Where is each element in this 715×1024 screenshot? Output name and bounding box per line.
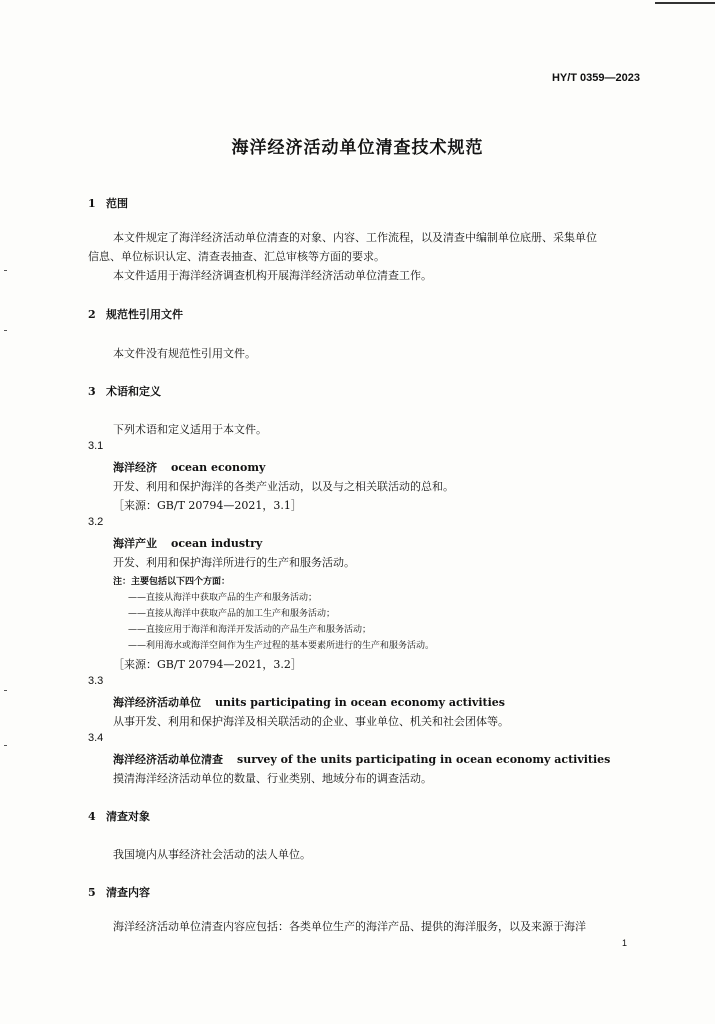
document-code: HY/T 0359—2023: [551, 72, 640, 84]
term-zh: 海洋经济活动单位: [113, 696, 201, 709]
term-source: ［来源：GB/T 20794—2021，3.1］: [113, 499, 302, 512]
section-title: 清查内容: [106, 886, 150, 899]
term-definition: 开发、利用和保护海洋的各类产业活动，以及与之相关联活动的总和。: [113, 480, 454, 493]
section-heading-2: [88, 306, 183, 322]
section-number: 4: [88, 810, 96, 823]
section-title: 清查对象: [106, 810, 150, 823]
term-definition: 开发、利用和保护海洋所进行的生产和服务活动。: [113, 556, 355, 569]
section-heading-5: [88, 884, 150, 900]
term-number: 3.1: [88, 440, 104, 452]
term-en: survey of the units participating in ocean economy activities: [237, 753, 611, 766]
term-number: 3.3: [88, 675, 104, 687]
section-title: 范围: [106, 197, 128, 210]
term-heading: [113, 459, 265, 475]
section-number: 2: [88, 308, 96, 321]
note-item: ——直接从海洋中获取产品的加工生产和服务活动；: [128, 609, 336, 619]
paragraph: 海洋经济活动单位清查内容应包括：各类单位生产的海洋产品、提供的海洋服务，以及来源于海洋: [113, 920, 586, 933]
note-item: ——利用海水或海洋空间作为生产过程的基本要素所进行的生产和服务活动。: [128, 641, 435, 651]
scan-top-line: [655, 2, 715, 4]
paragraph: 本文件适用于海洋经济调查机构开展海洋经济活动单位清查工作。: [113, 269, 432, 282]
section-heading-1: [88, 195, 128, 211]
term-heading: [113, 535, 262, 551]
note-item: ——直接从海洋中获取产品的生产和服务活动；: [128, 593, 318, 603]
section-heading-3: [88, 383, 161, 399]
term-definition: 摸清海洋经济活动单位的数量、行业类别、地域分布的调查活动。: [113, 772, 432, 785]
paragraph: 信息、单位标识认定、清查表抽查、汇总审核等方面的要求。: [88, 250, 385, 263]
scan-mark: [4, 270, 7, 271]
term-heading: [113, 751, 610, 767]
term-zh: 海洋产业: [113, 537, 157, 550]
section-number: 3: [88, 385, 96, 398]
scan-mark: [4, 690, 7, 691]
section-title: 术语和定义: [106, 385, 161, 398]
paragraph: 我国境内从事经济社会活动的法人单位。: [113, 848, 311, 861]
section-number: 1: [88, 197, 96, 210]
section-number: 5: [88, 886, 96, 899]
section-title: 规范性引用文件: [106, 308, 183, 321]
paragraph: 本文件没有规范性引用文件。: [113, 347, 256, 360]
term-heading: [113, 694, 505, 710]
term-zh: 海洋经济: [113, 461, 157, 474]
term-zh: 海洋经济活动单位清查: [113, 753, 223, 766]
paragraph: 本文件规定了海洋经济活动单位清查的对象、内容、工作流程，以及清查中编制单位底册、采集单位: [113, 231, 597, 244]
document-title: 海洋经济活动单位清查技术规范: [231, 138, 484, 158]
scan-mark: [4, 745, 7, 746]
section-heading-4: [88, 808, 150, 824]
paragraph: 下列术语和定义适用于本文件。: [113, 423, 267, 436]
note-item: ——直接应用于海洋和海洋开发活动的产品生产和服务活动；: [128, 625, 372, 635]
term-en: units participating in ocean economy activities: [215, 696, 505, 709]
note-label: 注：主要包括以下四个方面：: [113, 577, 231, 587]
page-number: 1: [621, 938, 627, 948]
term-number: 3.2: [88, 516, 104, 528]
term-number: 3.4: [88, 732, 104, 744]
scan-mark: [4, 330, 7, 331]
term-en: ocean economy: [171, 461, 266, 474]
term-definition: 从事开发、利用和保护海洋及相关联活动的企业、事业单位、机关和社会团体等。: [113, 715, 509, 728]
term-source: ［来源：GB/T 20794—2021，3.2］: [113, 658, 302, 671]
term-en: ocean industry: [171, 537, 263, 550]
